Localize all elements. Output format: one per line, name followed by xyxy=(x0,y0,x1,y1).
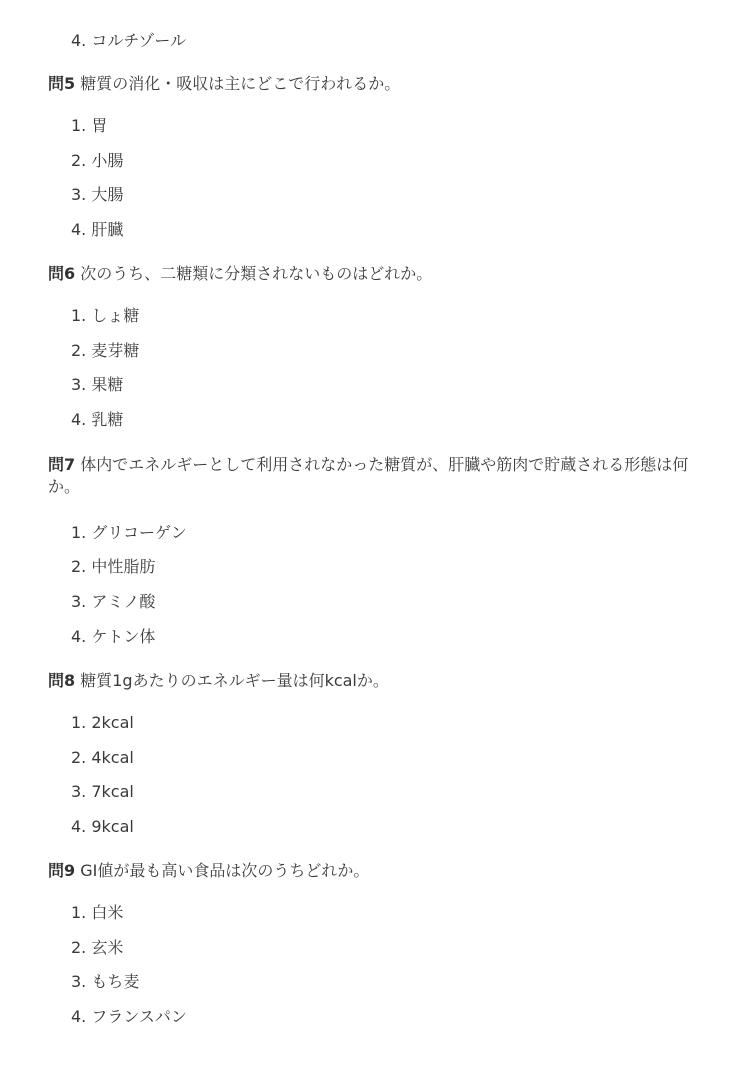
option-q5-2: 2. 小腸 xyxy=(71,151,124,170)
question-number: 問7 xyxy=(48,455,76,474)
option-q8-1: 1. 2kcal xyxy=(71,713,134,732)
question-text: 糖質の消化・吸収は主にどこで行われるか。 xyxy=(75,74,401,93)
option-q6-1: 1. しょ糖 xyxy=(71,306,140,325)
option-q5-3: 3. 大腸 xyxy=(71,185,124,204)
question-text: GI値が最も高い食品は次のうちどれか。 xyxy=(75,861,370,880)
option-q7-4: 4. ケトン体 xyxy=(71,627,156,646)
question-text: 次のうち、二糖類に分類されないものはどれか。 xyxy=(75,264,433,283)
option-q5-1: 1. 胃 xyxy=(71,116,108,135)
option-q6-3: 3. 果糖 xyxy=(71,375,124,394)
option-q8-4: 4. 9kcal xyxy=(71,817,134,836)
question-5 xyxy=(48,73,400,95)
question-number: 問9 xyxy=(48,861,76,880)
option-q7-3: 3. アミノ酸 xyxy=(71,592,156,611)
question-text: 糖質1gあたりのエネルギー量は何kcalか。 xyxy=(75,671,389,690)
option-q6-4: 4. 乳糖 xyxy=(71,410,124,429)
question-6 xyxy=(48,263,432,285)
option-q7-2: 2. 中性脂肪 xyxy=(71,557,156,576)
option-q5-4: 4. 肝臓 xyxy=(71,220,124,239)
question-number: 問6 xyxy=(48,264,76,283)
option-q7-1: 1. グリコーゲン xyxy=(71,523,187,542)
question-9 xyxy=(48,860,369,882)
question-8 xyxy=(48,670,389,692)
question-number: 問8 xyxy=(48,671,76,690)
option-q9-4: 4. フランスパン xyxy=(71,1007,187,1026)
option-q8-2: 2. 4kcal xyxy=(71,748,134,767)
option-q9-2: 2. 玄米 xyxy=(71,938,124,957)
question-7 xyxy=(48,454,718,498)
option-q9-1: 1. 白米 xyxy=(71,903,124,922)
option-q9-3: 3. もち麦 xyxy=(71,972,140,991)
option-q6-2: 2. 麦芽糖 xyxy=(71,341,140,360)
option-q8-3: 3. 7kcal xyxy=(71,782,134,801)
question-text: 体内でエネルギーとして利用されなかった糖質が、肝臓や筋肉で貯蔵される形態は何か。 xyxy=(48,455,689,496)
option-q4-4: 4. コルチゾール xyxy=(71,31,187,50)
question-number: 問5 xyxy=(48,74,76,93)
